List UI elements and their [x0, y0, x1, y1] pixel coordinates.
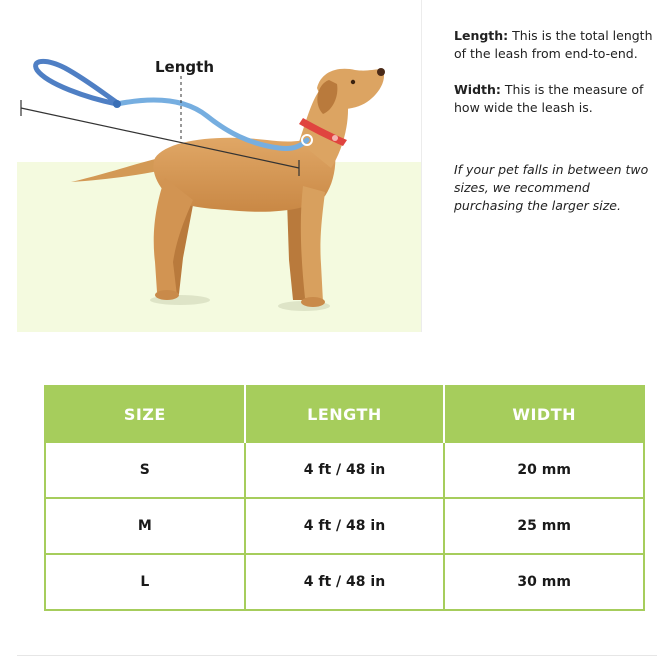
length-cell: 4 ft / 48 in	[245, 442, 445, 498]
width-cell: 30 mm	[444, 554, 644, 610]
header-size: SIZE	[45, 386, 245, 442]
size-cell: M	[45, 498, 245, 554]
header-length: LENGTH	[245, 386, 445, 442]
table-row	[45, 442, 644, 498]
length-label: Length	[155, 58, 214, 76]
length-description	[454, 27, 659, 63]
dog-leash-illustration	[17, 0, 421, 332]
table-row	[45, 554, 644, 610]
length-cell: 4 ft / 48 in	[245, 554, 445, 610]
length-description-text: This is the total length of the leash from end-to-end.	[454, 28, 653, 61]
header-width: WIDTH	[444, 386, 644, 442]
length-description-title: Length:	[454, 28, 509, 43]
width-cell: 20 mm	[444, 442, 644, 498]
table-row	[45, 498, 644, 554]
size-chart-header-row	[45, 386, 644, 442]
size-chart-table	[44, 385, 645, 611]
width-description-text: This is the measure of how wide the leash is.	[454, 82, 644, 115]
sizing-note: If your pet falls in between two sizes, we recommend purchasing the larger size.	[454, 162, 649, 213]
size-cell: L	[45, 554, 245, 610]
bottom-divider	[17, 655, 657, 656]
length-cell: 4 ft / 48 in	[245, 498, 445, 554]
vertical-divider	[421, 0, 422, 332]
size-cell: S	[45, 442, 245, 498]
dog-leash-svg	[17, 0, 421, 332]
width-description	[454, 81, 659, 117]
width-description-title: Width:	[454, 82, 501, 97]
width-cell: 25 mm	[444, 498, 644, 554]
